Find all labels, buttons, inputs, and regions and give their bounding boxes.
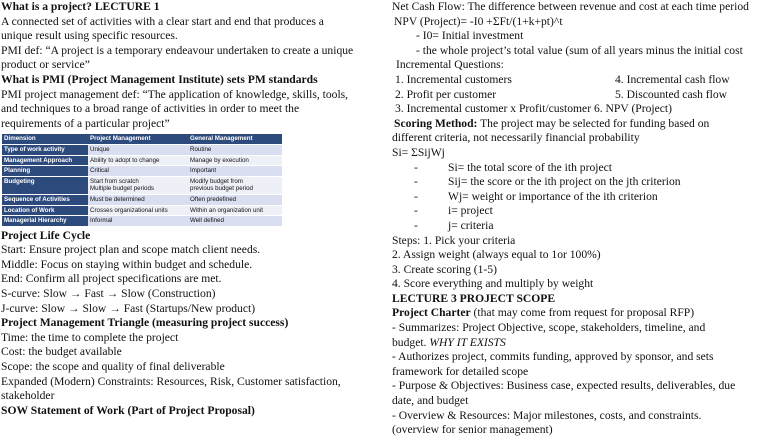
text-line: stakeholder xyxy=(1,389,55,403)
list-item-text: 1. Incremental customers xyxy=(395,72,512,86)
list-item-text: 5. Discounted cash flow xyxy=(615,87,728,101)
heading-lecture-3: LECTURE 3 PROJECT SCOPE xyxy=(392,291,556,305)
list-item xyxy=(392,73,782,88)
table-cell-dimension: Type of work activity xyxy=(2,144,88,155)
heading-sow: SOW Statement of Work (Part of Project Proposal) xyxy=(1,403,255,417)
table-cell-dimension: Managerial Hierarchy xyxy=(2,216,88,227)
table-cell-dimension: Sequence of Activities xyxy=(2,194,88,205)
text-line: budget. xyxy=(392,335,430,349)
table-row xyxy=(2,176,282,194)
bullet-text: i= project xyxy=(448,204,493,218)
list-item-text: 4. Incremental cash flow xyxy=(615,72,730,86)
table-cell: Important xyxy=(188,166,282,177)
bullet-item xyxy=(392,219,782,234)
scoring-formula: Si= ΣSijWj xyxy=(392,145,445,159)
right-column xyxy=(392,0,782,438)
text-line: PMI project management def: “The application of knowledge, skills, tools, xyxy=(1,87,349,101)
text-line: The project may be selected for funding based on xyxy=(477,116,710,130)
text-line: 3. Create scoring (1-5) xyxy=(392,262,497,276)
bullet-item xyxy=(392,175,782,190)
text-line: S-curve: Slow → Fast → Slow (Construction) xyxy=(1,287,216,301)
left-column xyxy=(1,0,391,418)
heading-what-is-project: What is a project? LECTURE 1 xyxy=(1,0,160,13)
list-item: 3. Incremental customer x Profit/customer 6. NPV (Project) xyxy=(395,102,673,116)
table-cell: Well defined xyxy=(188,216,282,227)
table-cell: Informal xyxy=(88,216,188,227)
text-line: product or service” xyxy=(1,58,90,72)
text-line: requirements of a particular project” xyxy=(1,116,170,130)
table-cell: Critical xyxy=(88,166,188,177)
table-cell: Modify budget from previous budget period xyxy=(188,176,282,194)
text-line: (overview for senior management) xyxy=(392,423,553,437)
text-line: framework for detailed scope xyxy=(392,364,529,378)
text-line: - I0= Initial investment xyxy=(416,29,524,43)
table-header-project-management: Project Management xyxy=(88,134,188,144)
text-line: Net Cash Flow: The difference between revenue and cost at each time period xyxy=(392,0,749,13)
text-line: - Summarizes: Project Objective, scope, stakeholders, timeline, and xyxy=(392,321,706,335)
why-it-exists-label: WHY IT EXISTS xyxy=(429,335,506,349)
table-cell: Within an organization unit xyxy=(188,205,282,216)
heading-pm-triangle: Project Management Triangle (measuring project success) xyxy=(1,316,289,330)
bullet-text: Sij= the score or the ith project on the jth criterion xyxy=(448,175,681,189)
table-row xyxy=(2,205,282,216)
dash-bullet: - xyxy=(414,218,418,232)
table-cell: Manage by execution xyxy=(188,155,282,166)
bullet-item xyxy=(392,161,782,176)
bullet-text: j= criteria xyxy=(448,218,494,232)
table-cell: Unique xyxy=(88,144,188,155)
text-line xyxy=(392,336,782,351)
comparison-table xyxy=(2,134,282,226)
text-line: (that may come from request for proposal RFP) xyxy=(470,306,695,320)
table-row xyxy=(2,155,282,166)
table-cell: Routine xyxy=(188,144,282,155)
text-line: 4. Score everything and multiply by weight xyxy=(392,277,594,291)
npv-formula: NPV (Project)= -I0 +ΣFt/(1+k+pt)^t xyxy=(394,14,563,28)
heading-what-is-pmi: What is PMI (Project Management Institute) sets PM standards xyxy=(1,72,318,86)
text-line: End: Confirm all project specifications are met. xyxy=(1,272,222,286)
table-header-general-management: General Management xyxy=(188,134,282,144)
project-charter-heading: Project Charter xyxy=(392,306,471,320)
table-row xyxy=(2,216,282,227)
table-row xyxy=(2,144,282,155)
dash-bullet: - xyxy=(414,204,418,218)
project-charter-line xyxy=(392,306,782,321)
text-line: J-curve: Slow → Slow → Fast (Startups/New product) xyxy=(1,301,256,315)
table-cell: Crosses organizational units xyxy=(88,205,188,216)
table-row xyxy=(2,194,282,205)
text-line: A connected set of activities with a clear start and end that produces a xyxy=(1,14,324,28)
table-cell: Must be determined xyxy=(88,194,188,205)
table-header-dimension: Dimension xyxy=(2,134,88,144)
bullet-item xyxy=(392,204,782,219)
comparison-table-image xyxy=(2,134,391,226)
table-cell-dimension: Budgeting xyxy=(2,176,88,194)
heading-project-life-cycle: Project Life Cycle xyxy=(1,228,91,242)
table-cell-dimension: Planning xyxy=(2,166,88,177)
table-cell-dimension: Management Approach xyxy=(2,155,88,166)
text-line: Time: the time to complete the project xyxy=(1,330,179,344)
text-line: unique result using specific resources. xyxy=(1,29,178,43)
scoring-method-line xyxy=(392,117,782,132)
dash-bullet: - xyxy=(414,189,418,203)
dash-bullet: - xyxy=(414,175,418,189)
text-line: date, and budget xyxy=(392,394,469,408)
text-line: - Authorizes project, commits funding, approved by sponsor, and sets xyxy=(392,350,714,364)
table-cell: Ability to adopt to change xyxy=(88,155,188,166)
text-line: 2. Assign weight (always equal to 1or 100%) xyxy=(392,248,601,262)
text-line: Start: Ensure project plan and scope match client needs. xyxy=(1,243,261,257)
scoring-method-heading: Scoring Method: xyxy=(394,116,478,130)
table-cell: Start from scratch Multiple budget periods xyxy=(88,176,188,194)
incremental-questions-label: Incremental Questions: xyxy=(396,58,504,72)
text-line: and techniques to a broad range of activities in order to meet the xyxy=(1,102,300,116)
text-line: different criteria, not necessarily financial probability xyxy=(392,131,640,145)
text-line: Cost: the budget available xyxy=(1,345,122,359)
list-item xyxy=(392,88,782,103)
text-line: Middle: Focus on staying within budget and schedule. xyxy=(1,257,253,271)
bullet-text: Si= the total score of the ith project xyxy=(448,160,612,174)
dash-bullet: - xyxy=(414,160,418,174)
table-cell: Often predefined xyxy=(188,194,282,205)
text-line: Scope: the scope and quality of final deliverable xyxy=(1,360,225,374)
bullet-text: Wj= weight or importance of the ith criterion xyxy=(448,189,658,203)
table-cell-dimension: Location of Work xyxy=(2,205,88,216)
bullet-item xyxy=(392,190,782,205)
table-row xyxy=(2,166,282,177)
text-line: Steps: 1. Pick your criteria xyxy=(392,233,516,247)
list-item-text: 2. Profit per customer xyxy=(395,87,497,101)
text-line: - the whole project’s total value (sum of all years minus the initial cost xyxy=(416,43,743,57)
text-line: PMI def: “A project is a temporary endeavour undertaken to create a unique xyxy=(1,43,354,57)
text-line: - Purpose & Objectives: Business case, expected results, deliverables, due xyxy=(392,379,736,393)
text-line: - Overview & Resources: Major milestones, costs, and constraints. xyxy=(392,408,702,422)
text-line: Expanded (Modern) Constraints: Resources, Risk, Customer satisfaction, xyxy=(1,374,341,388)
